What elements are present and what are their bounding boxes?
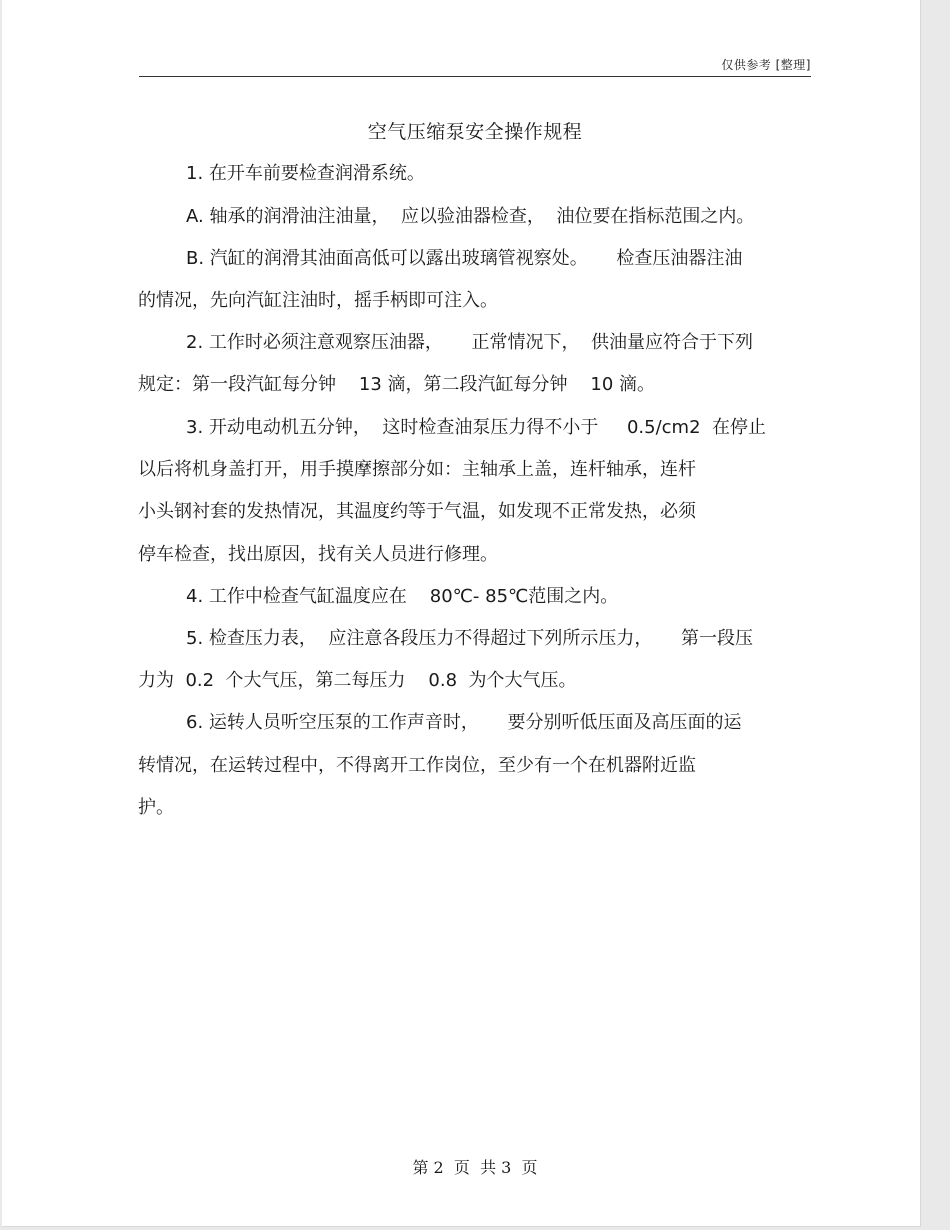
body-line: 的情况，先向汽缸注油时，摇手柄即可注入。: [138, 290, 498, 311]
body-line: 规定：第一段汽缸每分钟 13 滴，第二段汽缸每分钟 10 滴。: [138, 374, 656, 395]
body-line: 护。: [138, 797, 174, 818]
body-line: 3. 开动电动机五分钟， 这时检查油泵压力得不小于 0.5/cm2 在停止: [186, 417, 766, 438]
body-line: 6. 运转人员听空压泵的工作声音时， 要分别听低压面及高压面的运: [186, 712, 742, 733]
body-line: 力为 0.2 个大气压，第二每压力 0.8 为个大气压。: [138, 670, 577, 691]
body-line: 停车检查，找出原因，找有关人员进行修理。: [138, 544, 498, 565]
body-line: 2. 工作时必须注意观察压油器， 正常情况下， 供油量应符合于下列: [186, 332, 753, 353]
body-line: B. 汽缸的润滑其油面高低可以露出玻璃管视察处。 检查压油器注油: [186, 248, 743, 269]
body-line: 1. 在开车前要检查润滑系统。: [186, 163, 425, 184]
page-footer: 第 2 页 共 3 页: [412, 1158, 538, 1177]
body-line: 小头钢衬套的发热情况，其温度约等于气温，如发现不正常发热，必须: [138, 501, 696, 522]
body-line: A. 轴承的润滑油注油量， 应以验油器检查， 油位要在指标范围之内。: [186, 206, 755, 227]
document-title: 空气压缩泵安全操作规程: [367, 121, 583, 143]
body-line: 5. 检查压力表， 应注意各段压力不得超过下列所示压力， 第一段压: [186, 628, 753, 649]
body-line: 转情况，在运转过程中，不得离开工作岗位，至少有一个在机器附近监: [138, 755, 696, 776]
page-header: [139, 52, 811, 77]
body-line: 4. 工作中检查气缸温度应在 80℃- 85℃范围之内。: [186, 586, 619, 607]
header-note: 仅供参考 [整理]: [721, 58, 811, 72]
body-line: 以后将机身盖打开，用手摸摩擦部分如：主轴承上盖，连杆轴承，连杆: [138, 459, 696, 480]
document-page: [2, 0, 921, 1227]
